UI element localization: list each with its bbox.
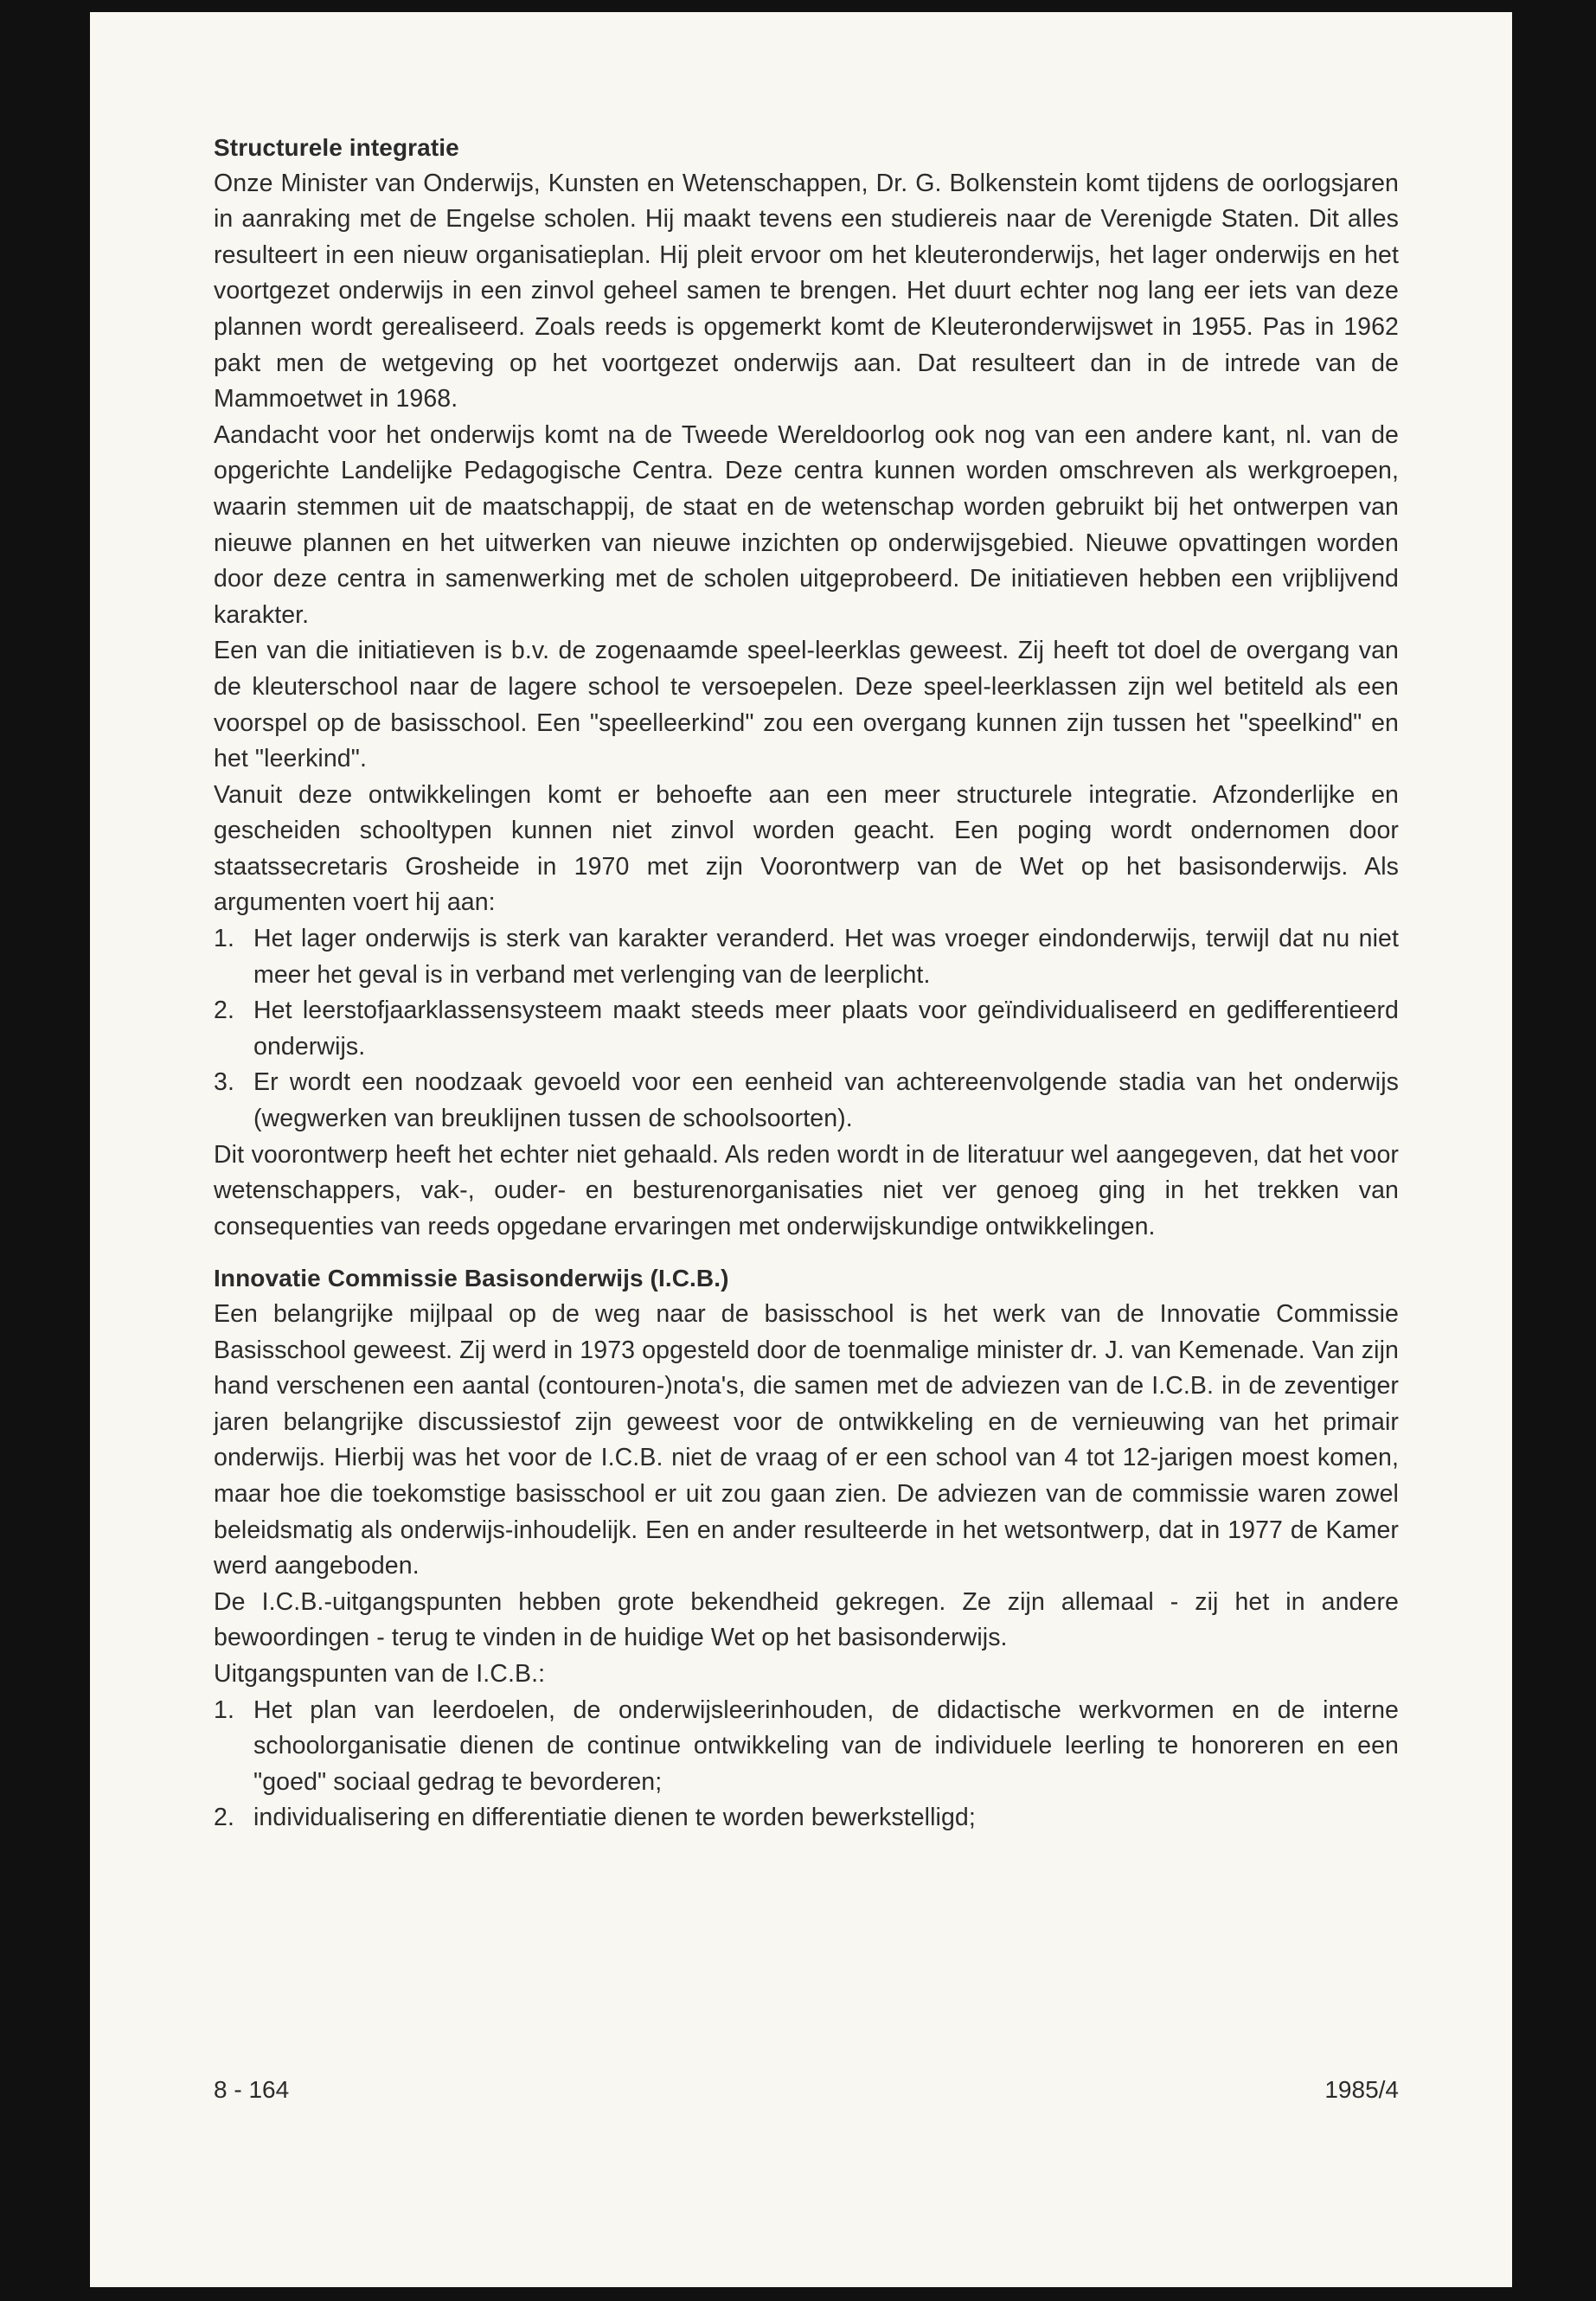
list-item	[214, 1065, 1399, 1137]
scan-border-left	[0, 0, 90, 2301]
paragraph: Uitgangspunten van de I.C.B.:	[214, 1659, 546, 1688]
page-number: 8 - 164	[214, 2076, 290, 2103]
list-item	[214, 921, 1399, 993]
list-text: Het leerstofjaarklassensysteem maakt steeds meer plaats voor geïndividualiseerd en gedifferentieerd onderwijs.	[253, 997, 1399, 1061]
paragraph: Dit voorontwerp heeft het echter niet gehaald. Als reden wordt in de literatuur wel aangegeven, dat het voor wetenschappers, vak-, ouder- en besturenorganisaties niet ver genoeg ging in het trekken van consequenties van reeds opgedane ervaringen met onderwijskundige ontwikkelingen.	[214, 1140, 1399, 1240]
uitgangspunten-list	[214, 1693, 1399, 1836]
list-text: individualisering en differentiatie dienen te worden bewerkstelligd;	[253, 1804, 976, 1832]
scan-border-right	[1512, 0, 1596, 2301]
paragraph: De I.C.B.-uitgangspunten hebben grote bekendheid gekregen. Ze zijn allemaal - zij het in andere bewoordingen - terug te vinden in de huidige Wet op het basisonderwijs.	[214, 1587, 1399, 1652]
list-item	[214, 1693, 1399, 1801]
paragraph: Een van die initiatieven is b.v. de zogenaamde speel-leerklas geweest. Zij heeft tot doel de overgang van de kleuterschool naar de lagere school te versoepelen. Deze speel-leerklassen zijn wel betiteld als een voorspel op de basisschool. Een "speelleerkind" zou een overgang kunnen zijn tussen het "speelkind" en het "leerkind".	[214, 637, 1399, 773]
list-item	[214, 1800, 1399, 1836]
list-number: 1.	[214, 925, 234, 953]
section-heading-icb: Innovatie Commissie Basisonderwijs (I.C.B.)	[214, 1265, 729, 1292]
paragraph: Aandacht voor het onderwijs komt na de Tweede Wereldoorlog ook nog van een andere kant, nl. van de opgerichte Landelijke Pedagogische Centra. Deze centra kunnen worden omschreven als werkgroepen, waarin stemmen uit de maatschappij, de staat en de wetenschap worden gebruikt bij het ontwerpen van nieuwe plannen en het uitwerken van nieuwe inzichten op onderwijsgebied. Nieuwe opvattingen worden door deze centra in samenwerking met de scholen uitgeprobeerd. De initiatieven hebben een vrijblijvend karakter.	[214, 420, 1399, 629]
list-text: Er wordt een noodzaak gevoeld voor een eenheid van achtereenvolgende stadia van het onderwijs (wegwerken van breuklijnen tussen de schoolsoorten).	[253, 1068, 1399, 1133]
list-number: 2.	[214, 1804, 234, 1832]
argument-list	[214, 921, 1399, 1138]
edition-label: 1985/4	[1324, 2076, 1399, 2103]
paragraph: Vanuit deze ontwikkelingen komt er behoefte aan een meer structurele integratie. Afzonderlijke en gescheiden schooltypen kunnen niet zinvol worden geacht. Een poging wordt ondernomen door staatssecretaris Grosheide in 1970 met zijn Voorontwerp van de Wet op het basisonderwijs. Als argumenten voert hij aan:	[214, 780, 1399, 917]
paragraph: Een belangrijke mijlpaal op de weg naar de basisschool is het werk van de Innovatie Commissie Basisschool geweest. Zij werd in 1973 opgesteld door de toenmalige minister dr. J. van Kemenade. Van zijn hand verschenen een aantal (contouren-)nota's, die samen met de adviezen van de I.C.B. in de zeventiger jaren belangrijke discussiestof zijn geweest voor de ontwikkeling en de vernieuwing van het primair onderwijs. Hierbij was het voor de I.C.B. niet de vraag of er een school van 4 tot 12-jarigen moest komen, maar hoe die toekomstige basisschool er uit zou gaan zien. De adviezen van de commissie waren zowel beleidsmatig als onderwijs-inhoudelijk. Een en ander resulteerde in het wetsontwerp, dat in 1977 de Kamer werd aangeboden.	[214, 1300, 1399, 1580]
section-heading-structurele-integratie: Structurele integratie	[214, 134, 459, 161]
list-text: Het plan van leerdoelen, de onderwijsleerinhouden, de didactische werkvormen en de interne schoolorganisatie dienen de continue ontwikkeling van de individuele leerling te honoreren en een "goed" sociaal gedrag te bevorderen;	[253, 1695, 1399, 1796]
paragraph: Onze Minister van Onderwijs, Kunsten en Wetenschappen, Dr. G. Bolkenstein komt tijdens de oorlogsjaren in aanraking met de Engelse scholen. Hij maakt tevens een studiereis naar de Verenigde Staten. Dit alles resulteert in een nieuw organisatieplan. Hij pleit ervoor om het kleuteronderwijs, het lager onderwijs en het voortgezet onderwijs in een zinvol geheel samen te brengen. Het duurt echter nog lang eer iets van deze plannen wordt gerealiseerd. Zoals reeds is opgemerkt komt de Kleuteronderwijswet in 1955. Pas in 1962 pakt men de wetgeving op het voortgezet onderwijs aan. Dat resulteert dan in de intrede van de Mammoetwet in 1968.	[214, 169, 1399, 413]
page-content	[214, 130, 1399, 1836]
list-item	[214, 993, 1399, 1065]
list-number: 3.	[214, 1068, 234, 1097]
list-number: 2.	[214, 997, 234, 1025]
list-text: Het lager onderwijs is sterk van karakter veranderd. Het was vroeger eindonderwijs, terwijl dat nu niet meer het geval is in verband met verlenging van de leerplicht.	[253, 925, 1399, 989]
scan-border-bottom	[0, 2287, 1596, 2301]
list-number: 1.	[214, 1695, 234, 1724]
scan-border-top	[0, 0, 1596, 12]
